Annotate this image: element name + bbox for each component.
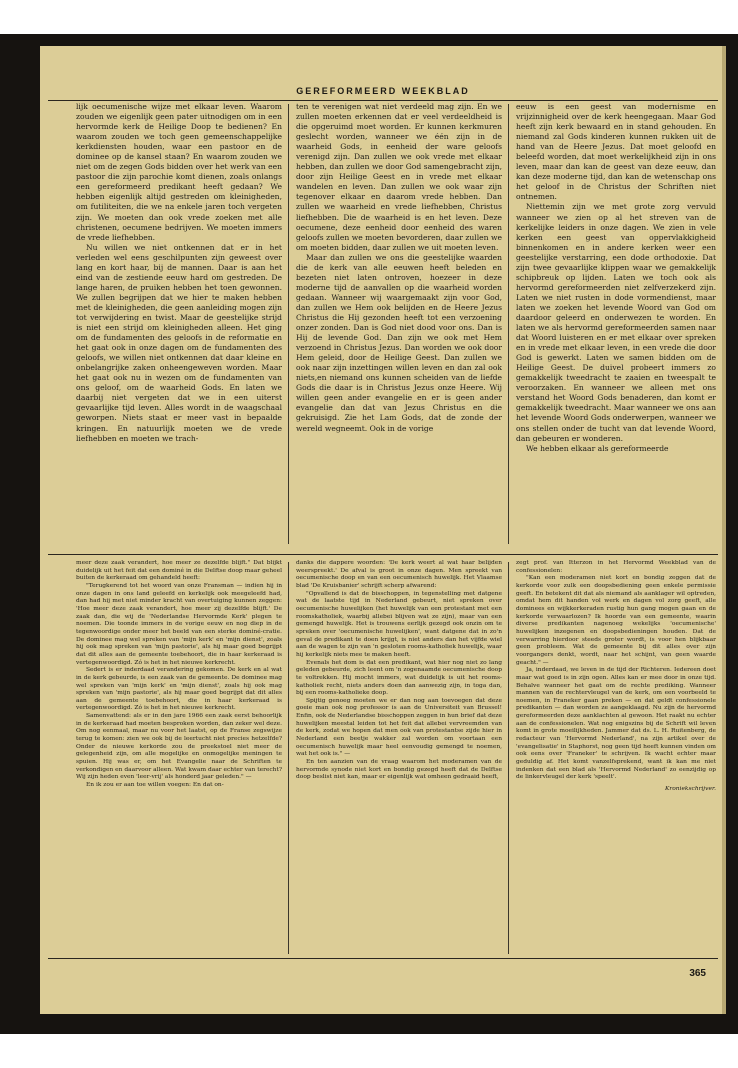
header-rule [48,100,718,101]
paragraph: lijk oecumenische wijze met elkaar leven. Waarom zouden we eigenlijk geen pater uitnodigen om in een hervormde kerk de Heilige Doop te bedienen? En waarom zouden we toch geen gemeenschappelijke kerkdiensten houden, waar een pastoor en de dominee op de kansel staan? En waarom zouden we niet om de zegen Gods bidden over het werk van een pastoor die zijn parochie komt dienen, zoals onlangs een gereformeerd predikant heeft gedaan? We hebben eigenlijk altijd gestreden om kleinigheden, om futiliteiten, die we na enkele jaren toch vergeten zijn. We moeten dan ook vrede zoeken met alle christenen, oecumene bedrijven. We moeten immers de vrede liefhebben. [76,102,282,242]
magazine-page [40,46,726,1014]
running-title: GEREFORMEERD WEEKBLAD [296,86,470,96]
footer-rule [48,958,718,959]
page-edge [722,46,726,1014]
paragraph: Nu willen we niet ontkennen dat er in het verleden wel eens geschilpunten zijn geweest over lang en kort haar, bij de mannen. Daar is aan het eind van de zestiende eeuw hard om gestreden. De lange haren, de pruiken hebben het toen gewonnen. We zullen begrijpen dat we hier te maken hebben met de kleinigheden, die geen aanleiding mogen zijn tot verwijdering en twist. Maar de geestelijke strijd is niet een strijd om kleinigheden alleen. Het ging om de fundamenten des geloofs in de reformatie en het gaat ook in onze dagen om de fundamenten des geloofs, we willen niet ontkennen dat daar kleine en onbelangrijke zaken onheengeweven worden. Maar het gaat ook nu in wezen om de fundamenten van ons geloof, om de waarheid Gods. En laten we daarbij niet vergeten dat we in een uiterst gevaarlijke tijd leven. Alles wordt in de waagschaal geworpen. Niets staat er meer vast in bepaalde kringen. En natuurlijk moeten we de vrede liefhebben en moeten we trach- [76,242,282,443]
paragraph: Niettemin zijn we met grote zorg vervuld wanneer we zien op al het streven van de kerkelijke leiders in onze dagen. We zien in vele kerken een geest van oppervlakkigheid binnenkomen en in andere kerken weer een geestelijke verstarring, een dode orthodoxie. Dat zijn twee gevaarlijke klippen waar we gemakkelijk schipbreuk op lijden. Laten we toch ook als hervormd gereformeerden niet zelfverzekerd zijn. Laten we niet rusten in dode vormendienst, maar laten we zoeken het levende Woord van God om daardoor geleerd en onderwezen te worden. En laten we als hervormd gereformeerden samen naar dat Woord luisteren en er met elkaar over spreken en in vrede met elkaar leven, in een vrede die door God is gewerkt. Laten we samen bidden om de Heilige Geest. De duivel probeert immers zo gemakkelijk tweedracht te zaaien en tweespalt te veroorzaken. En wanneer we alleen met ons verstand het Woord Gods benaderen, dan komt er gemakkelijk tweedracht. Maar wanneer we ons aan het levende Woord Gods onderwerpen, wanneer we ons stellen onder de tucht van dat levende Woord, dan gebeuren er wonderen. [516,202,716,443]
paragraph: zegt prof. van Itterzon in het Hervormd Weekblad van de confessionelen: [516,560,716,574]
paragraph: Samenvattend: als er in den jare 1966 een zaak eerst behoorlijk in de kerkeraad had moeten besproken worden, dan zeker wel deze. Om nog eenmaal, maar nu voor het laatst, op de Franse zegswijze terug te komen: zien we ook bij de leertucht niet precies hetzelfde? Onder de nieuwe kerkorde zou de preekstoel niet meer de gelegenheid zijn, om alle mogelijke en onmogelijke meningen te spuien. Hij was er, om het Evangelie naar de Schriften te verkondigen en daarvoor alleen. Wat kwam daar echter van terecht? Wij zijn heden even 'leer-vrij' als honderd jaar geleden." — [76,713,282,781]
paragraph: meer deze zaak verandert, hoe meer ze dezelfde blijft." Dat blijkt duidelijk uit het feit dat een dominé in die Delftse doop maar geheel buiten de kerkeraad om gehandeld heeft: [76,560,282,582]
paragraph: En ik zou er aan toe willen voegen: En dat on- [86,782,224,789]
paragraph: danks die dappere woorden: 'De kerk weert al wat haar belijden weerspreekt.' De afval is groot in onze dagen. Men spreekt van oecumenische doop en van een oecumenisch huwelijk. Het Vlaamse blad 'De Kruisbanier' schrijft scherp afwarend: [296,560,502,589]
bottom-column-2 [296,560,502,955]
paragraph: "Opvallend is dat de bisschoppen, in tegenstelling met datgene wat de laatste tijd in Nederland gebeurt, niet spreken over oecumenische huwelijken (het huwelijk van een protestant met een roomskatholiek, waarbij allebei blijven wat ze zijn), maar van een gemengd huwelijk. Het is trouwens eerlijk gezegd ook onzin om te spreken over 'oecumenische huwelijken', want datgene dat in zo'n geval de predikant te doen krijgt, is niet anders dan het vijfde wiel aan de wagen te zijn van 'n gesloten rooms-katholiek huwelijk, waar hij kerkelijk niets mee te maken heeft. [296,590,502,658]
column-divider [508,104,509,544]
bottom-column-1 [76,560,282,955]
top-column-3 [516,102,716,548]
top-column-2 [296,102,502,548]
paragraph: We hebben elkaar als gereformeerde [526,443,669,453]
paragraph: "Terugkerend tot het woord van onze Fransman — indien hij in onze dagen in ons land geleefd en kerkelijk ook meegeleefd had, dan had hij met niet minder kracht van overtuiging kunnen zeggen: 'Hoe meer deze zaak verandert, hoe meer zij dezelfde blijft.' De zaak dan, die wij de 'Nederlandse Hervormde Kerk' plegen te noemen. Die toonde immers in de vorige eeuw en nog diep in de tegenwoordige onder meer het beeld van een sterke dominé-cratie. De dominee mag wel spreken van 'mijn kerk' en 'mijn dienst', zoals hij ook mag spreken van 'mijn pastorie', als hij maar goed begrijpt dat dit alles aan de gemeente toebehoort, die in haar kerkeraad is vertegenwoordigd. Zó is het in het nieuwe kerkrecht. [76,582,282,666]
author-signature: Kroniekschrijver. [665,786,716,793]
page-number: 365 [689,968,706,979]
column-divider [508,562,509,954]
paragraph: Maar dan zullen we ons die geestelijke waarden die de kerk van alle eeuwen heeft beleden en bezeten niet laten ontroven, hoezeer in deze moderne tijd de aanvallen op die waarheid worden gedaan. Wanneer wij waargemaakt zijn voor God, dan zullen we Hem ook belijden en de Heere Jezus Christus die Hij gezonden heeft tot een verzoening onzer zonden. Dan is God niet dood voor ons. Dan is Hij de levende God. Dan zijn we ook met Hem verzoend in Christus Jezus. Dan worden we ook door Hem geleid, door de Heilige Geest. Dan zullen we ook naar zijn inzettingen willen leven en dan zal ook niets,en niemand ons kunnen scheiden van de liefde Gods die daar is in Christus Jezus onze Heere. Wij willen geen ander evangelie en er is geen ander evangelie dan dat van Jezus Christus en die gekruisigd. Zie het Lam Gods, dat de zonde der wereld wegneemt. Ook in de vorige [296,252,502,433]
top-column-1 [76,102,282,548]
paragraph: ten te verenigen wat niet verdeeld mag zijn. En we zullen moeten erkennen dat er veel verdeeldheid is die opgeruimd moet worden. Er kunnen kerkmuren geslecht worden, wanneer we één zijn in de waarheid Gods, in eenheid der ware geloofs verenigd zijn. Dan zullen we ook vrede met elkaar hebben, dan zullen we door God samengebracht zijn, door zijn Heilige Geest en in vrede met elkaar wandelen en leven. Dan zullen we ook waar zijn tegenover elkaar en daarom vrede hebben. Dan zullen we waarheid en vrede liefhebben, Christus liefhebben. Die de waarheid is en het leven. Deze oecumene, deze eenheid door eenheid des waren geloofs zullen we moeten bevorderen, daar zullen we om moeten bidden, daar zullen we uit moeten leven. [296,102,502,252]
section-rule [48,554,718,555]
paragraph: Ja, inderdaad, we leven in de tijd der Richteren. Iedereen doet maar wat goed is in zijn ogen. Alles kan er mee door in onze tijd. Behalve wanneer het gaat om de rechte prediking. Wanneer mannen van de rechtervleugel van de kerk, om een voorbeeld te noemen, in Franeker gaan preken — en dat geldt confessionele predikanten — dan worden ze aangeklaagd. Nu zijn de hervormd gereformeerden deze aanklachten al gewoon. Het raakt nu echter aan de confessionelen. Wat nog enigszins bij de Schrift wil leven komt in grote moeilijkheden. Jammer dat ds. L. H. Ruitenberg, de redacteur van 'Hervormd Nederland', na zijn artikel over de 'evangelisatie' in Staphorst, nog geen tijd heeft kunnen vinden om ook eens over 'Franeker' te schrijven. Ik wacht echter maar geduldig af. Het komt vanzelfsprekend, want ik kan me niet indenken dat een blad als 'Hervormd Nederland' zo eenzijdig op de linkervleugel der kerk 'speelt'. [516,667,716,781]
paragraph: Sedert is er inderdaad verandering gekomen. De kerk en al wat in de kerk gebeurde, is een zaak van de gemeente. De dominee mag wel spreken van 'mijn kerk' en 'mijn dienst', zoals hij ook mag spreken van 'mijn pastorie', als hij maar goed begrijpt dat dit alles aan de gemeente toebehoort, die in haar kerkeraad is vertegenwoordigd. Zó is het in het nieuwe kerkrecht. [76,667,282,712]
paragraph: Spijtig genoeg moeten we er dan nog aan toevoegen dat deze goeie man ook nog professor is aan de Universiteit van Brussel! Enfin, ook de Nederlandse bisschoppen zeggen in hun brief dat deze huwelijken meestal leiden tot het feit dat allebei vervreemden van de kerk, zodat we hopen dat men ook van protestantse zijde hier in Nederland een beetje wakker zal worden om voortaan een oecumenisch huwelijk maar heel eenvoudig gemengd te noemen, wat het ook is." — [296,697,502,758]
column-divider [288,562,289,954]
bottom-column-3 [516,560,716,955]
paragraph: eeuw is een geest van modernisme en vrijzinnigheid over de kerk heengegaan. Maar God heeft zijn kerk bewaard en in stand gehouden. En niemand zal Gods kinderen kunnen rukken uit de hand van de Heere Jezus. Dat moet geloofd en beleefd worden, dat moet werkelijkheid zijn in ons leven, maar dan kan de geest van deze eeuw, dan kan deze moderne tijd, dan kan de wetenschap ons het geloof in de Christus der Schriften niet ontnemen. [516,102,716,202]
paragraph: En ten aanzien van de vraag waarom het moderamen van de hervormde synode niet kort en bondig gezegd heeft dat de Delftse doop beslist niet kan, maar er eigenlijk wat omheen gedraaid heeft, [296,759,502,781]
paragraph: "Kan een moderamen niet kort en bondig zeggen dat de kerkorde voor zulk een doopsbediening geen enkele permissie geeft. En betekent dit dat als niemand als aanklager wil optreden, omdat hem dit handen vol werk en dagen vol zorg geeft, alle dominees en wijkkerkeraden rustig hun gang mogen gaan en de kerkorde verwaarlozen? Ik hoorde van een gemeente, waarin diverse predikanten nagenoeg wekelijks 'oecumenische' huwelijken inzegenen en doopsbedieningen houden. Dat de verwarring hierdoor steeds groter wordt, is voor hen blijkbaar geen probleem. Wat de gemeente bij dit alles over zijn voorgangers denkt, wordt, naar het schijnt, van geen waarde geacht." — [516,575,716,666]
paragraph: Evenals het dom is dat een predikant, wat hier nog niet zo lang geleden gebeurde, zich leent om 'n zogenaamde oecumenische doop te voltrekken. Hij mocht immers, wat duidelijk is uit het rooms-katholiek recht, niets anders doen dan aanwezig zijn, in toga dan, bij een rooms-katholieke doop. [296,659,502,697]
column-divider [288,104,289,544]
